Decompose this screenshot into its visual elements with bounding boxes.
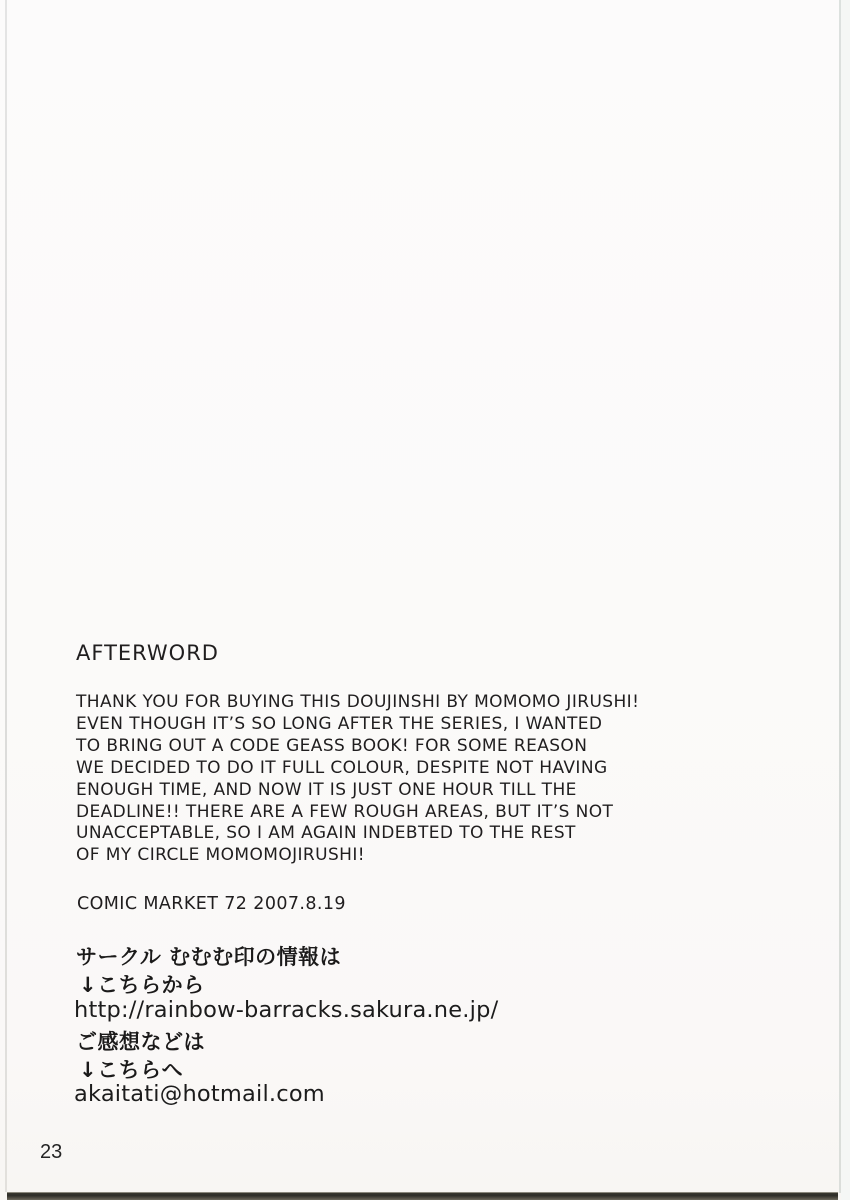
website-pointer-line: ↓こちらから — [79, 973, 205, 997]
email-text: akaitati@hotmail.com — [74, 1081, 325, 1107]
afterword-body-line: ENOUGH TIME, AND NOW IT IS JUST ONE HOUR TILL THE — [76, 779, 577, 800]
afterword-body — [76, 692, 816, 867]
page-number: 23 — [40, 1141, 63, 1163]
left-page-edge — [5, 0, 7, 1192]
afterword-heading: AFTERWORD — [76, 641, 219, 665]
afterword-body-line: TO BRING OUT A CODE GEASS BOOK! FOR SOME REASON — [76, 735, 588, 756]
right-scan-margin — [841, 0, 850, 1200]
afterword-body-line: UNACCEPTABLE, SO I AM AGAIN INDEBTED TO THE REST — [76, 823, 576, 844]
afterword-body-line: THANK YOU FOR BUYING THIS DOUJINSHI BY MOMOMO JIRUSHI! — [76, 692, 640, 712]
right-page-edge — [839, 0, 841, 1193]
afterword-body-line: OF MY CIRCLE MOMOMOJIRUSHI! — [76, 845, 365, 866]
email-pointer-line: ↓こちらへ — [79, 1058, 184, 1082]
website-url-text: http://rainbow-barracks.sakura.ne.jp/ — [74, 997, 499, 1023]
circle-info-heading: サークル むむむ印の情報は — [76, 945, 342, 969]
feedback-heading: ご感想などは — [76, 1030, 205, 1054]
bottom-scan-edge — [7, 1192, 838, 1200]
afterword-body-line: EVEN THOUGH IT’S SO LONG AFTER THE SERIES, I WANTED — [76, 713, 603, 734]
afterword-body-line: DEADLINE!! THERE ARE A FEW ROUGH AREAS, BUT IT’S NOT — [76, 801, 614, 822]
afterword-body-line: WE DECIDED TO DO IT FULL COLOUR, DESPITE NOT HAVING — [76, 757, 608, 778]
comic-market-date-line: COMIC MARKET 72 2007.8.19 — [77, 894, 346, 914]
